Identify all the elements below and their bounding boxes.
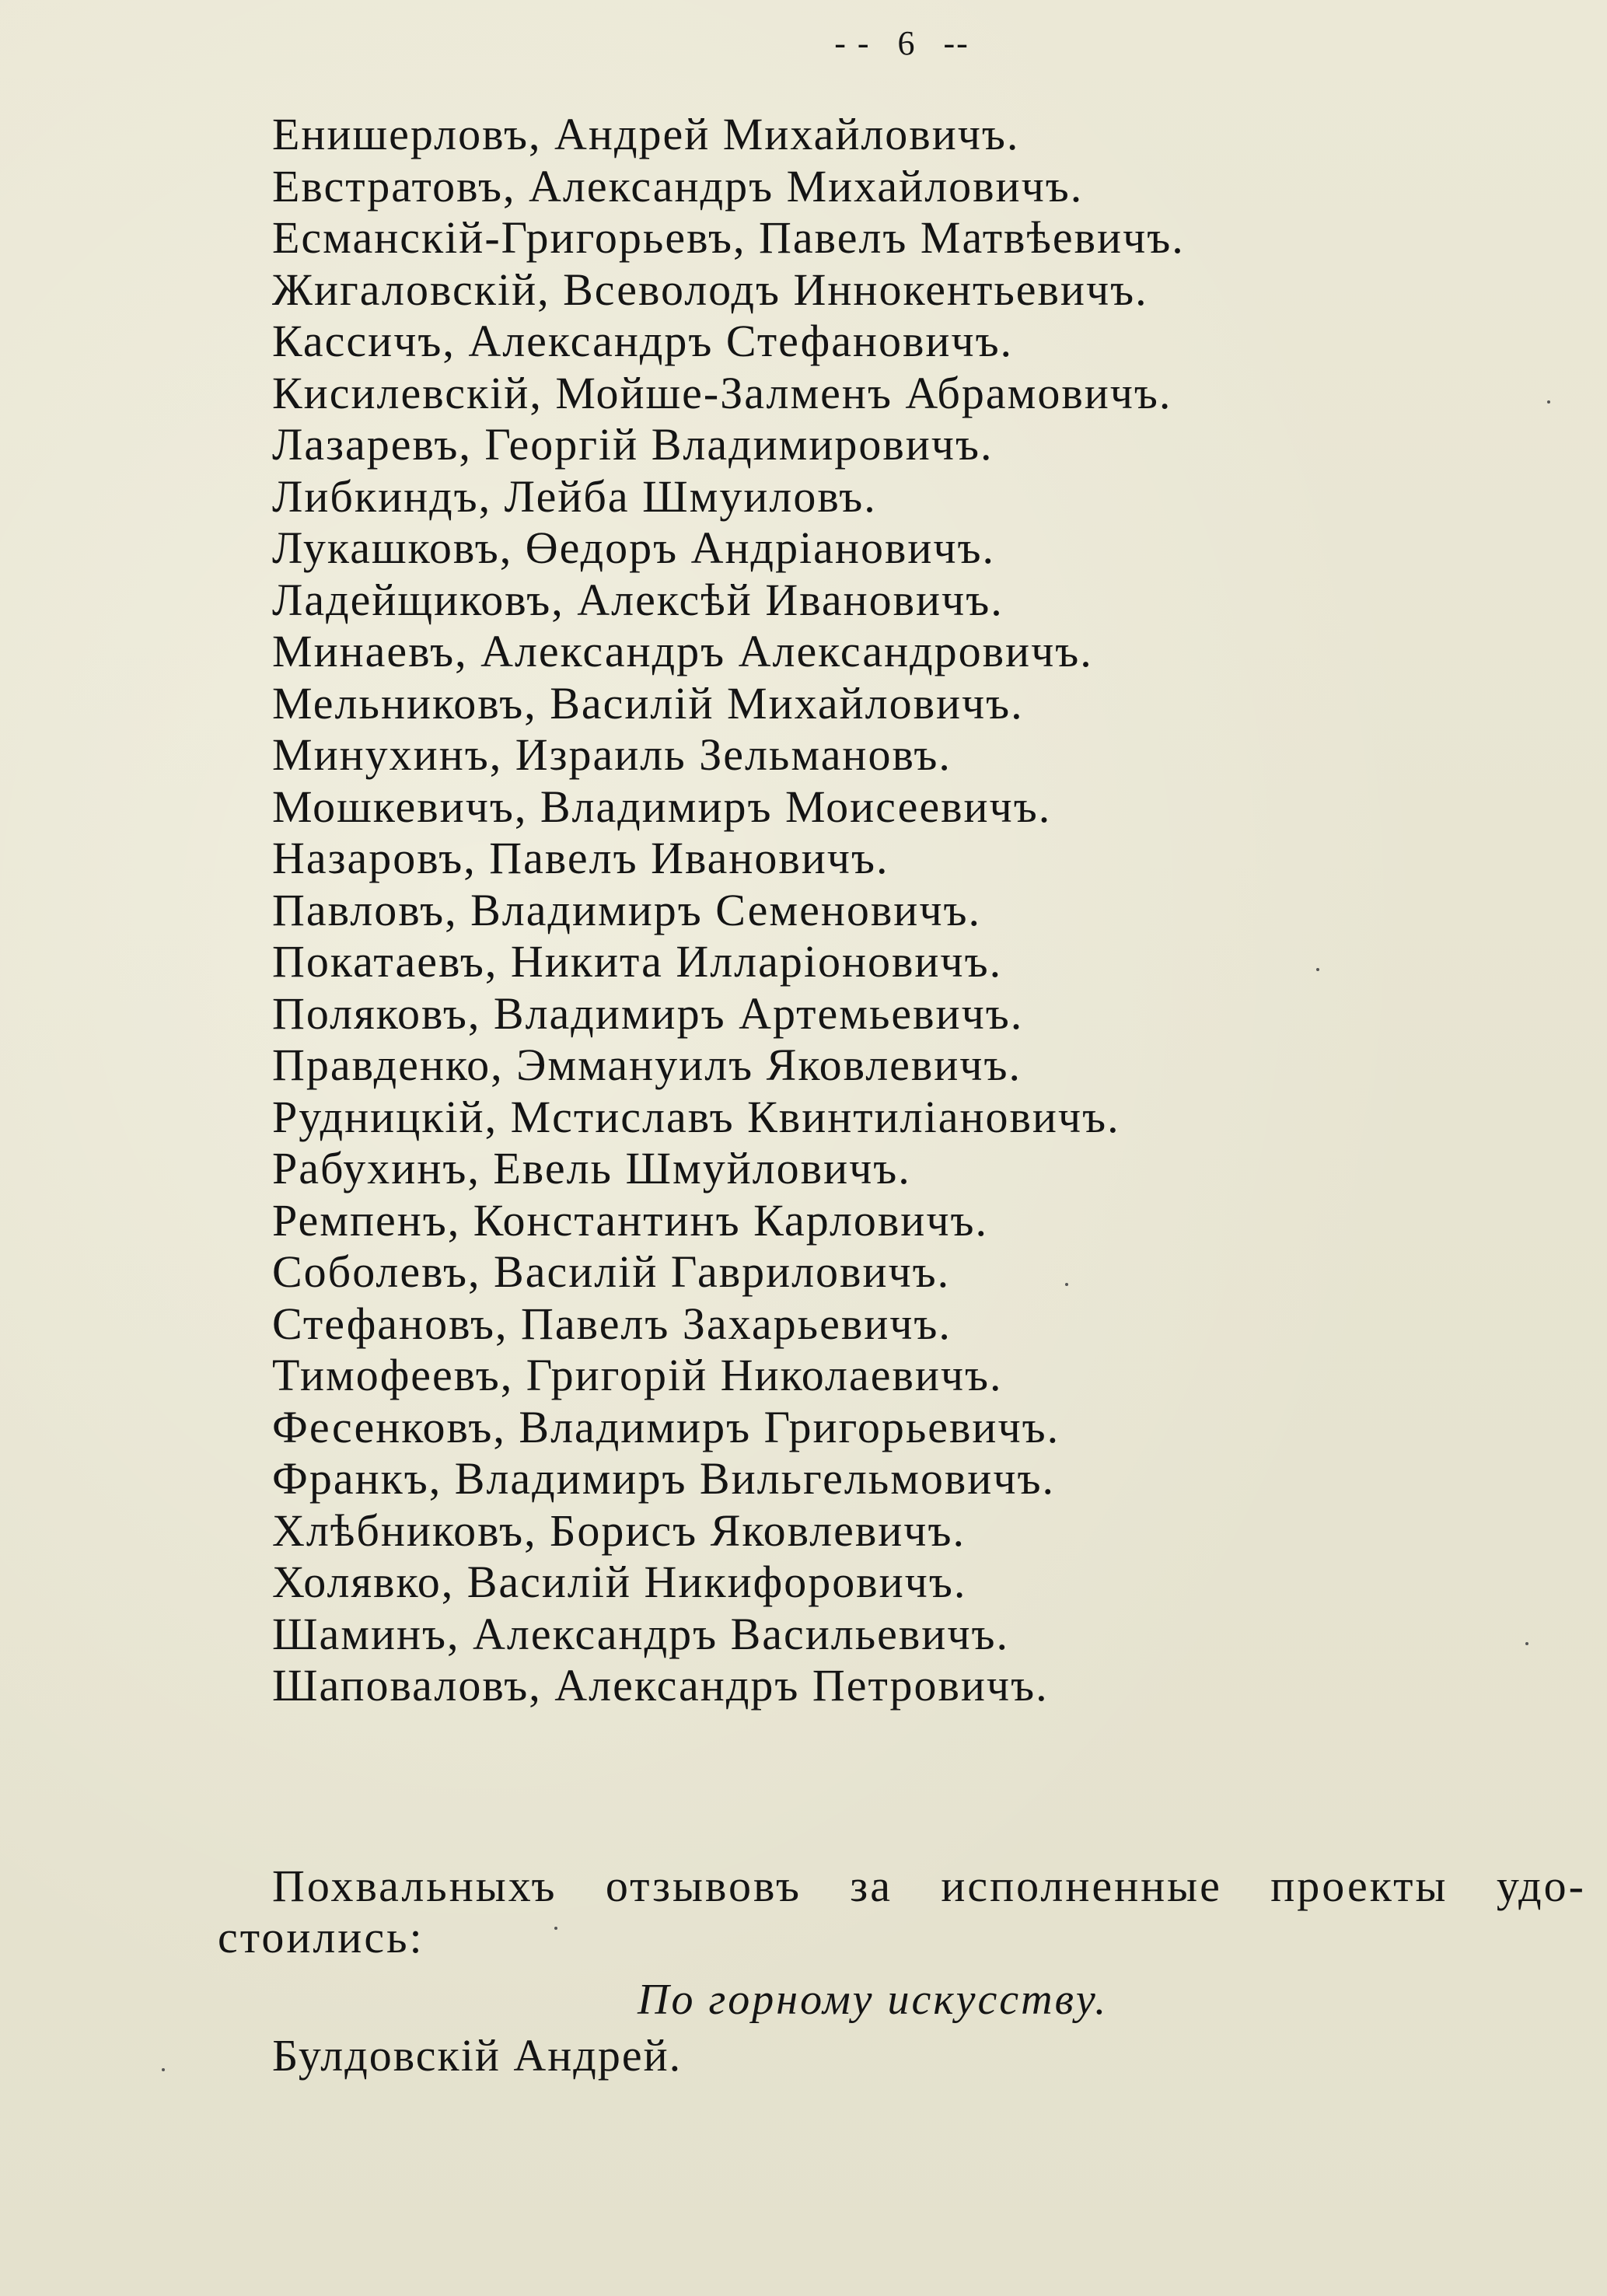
name-entry: Рабухинъ, Евель Шмуйловичъ. <box>272 1143 911 1193</box>
header-dash-right: -- <box>943 24 969 62</box>
name-entry: Фесенковъ, Владимиръ Григорьевичъ. <box>272 1401 1060 1452</box>
name-entry: Ремпенъ, Константинъ Карловичъ. <box>272 1194 989 1246</box>
name-entry: Франкъ, Владимиръ Вильгельмовичъ. <box>272 1453 1055 1504</box>
section-subheading: По горному искусству. <box>638 1976 1109 2024</box>
name-entry: Минухинъ, Израиль Зельмановъ. <box>272 729 952 780</box>
name-entry: Холявко, Василій Никифоровичъ. <box>272 1557 967 1607</box>
name-entry: Енишерловъ, Андрей Михайловичъ. <box>272 109 1020 159</box>
print-speck <box>1525 1642 1528 1645</box>
name-entry: Есманскій-Григорьевъ, Павелъ Матвѣевичъ. <box>272 212 1185 263</box>
paragraph-line-2: стоились: <box>218 1912 424 1962</box>
name-entry: Минаевъ, Александръ Александровичъ. <box>272 626 1093 676</box>
print-speck <box>1065 1283 1068 1286</box>
name-entry: Жигаловскій, Всеволодъ Иннокентьевичъ. <box>272 264 1148 315</box>
name-entry: Хлѣбниковъ, Борисъ Яковлевичъ. <box>272 1504 966 1556</box>
name-entry: Кассичъ, Александръ Стефановичъ. <box>272 316 1014 366</box>
name-entry: Поляковъ, Владимиръ Артемьевичъ. <box>272 987 1024 1039</box>
name-entry: Либкиндъ, Лейба Шмуиловъ. <box>272 470 877 522</box>
name-entry: Кисилевскій, Мойше-Залменъ Абрамовичъ. <box>272 367 1172 418</box>
name-entry: Назаровъ, Павелъ Ивановичъ. <box>272 833 889 883</box>
name-entry: Ладейщиковъ, Алексѣй Ивановичъ. <box>272 574 1004 625</box>
paragraph-line-1: Похвальныхъ отзывовъ за исполненные проекты удо- <box>272 1861 1586 1911</box>
name-entry: Евстратовъ, Александръ Михайловичъ. <box>272 160 1084 211</box>
page-number: 6 <box>897 24 917 62</box>
name-entry: Покатаевъ, Никита Илларіоновичъ. <box>272 936 1003 987</box>
print-speck <box>1316 968 1319 971</box>
name-entry: Лукашковъ, Өедоръ Андріановичъ. <box>272 522 996 573</box>
commendation-paragraph <box>218 1861 1586 1963</box>
name-entry: Тимофеевъ, Григорій Николаевичъ. <box>272 1350 1003 1400</box>
name-entry: Соболевъ, Василій Гавриловичъ. <box>272 1246 951 1297</box>
name-entry: Мельниковъ, Василій Михайловичъ. <box>272 677 1024 729</box>
names-list <box>272 109 1185 1712</box>
name-entry: Стефановъ, Павелъ Захарьевичъ. <box>272 1298 952 1349</box>
name-entry-final: Булдовскій Андрей. <box>272 2030 683 2081</box>
name-entry: Мошкевичъ, Владимиръ Моисеевичъ. <box>272 781 1052 832</box>
name-entry: Шаповаловъ, Александръ Петровичъ. <box>272 1660 1049 1711</box>
print-speck <box>554 1927 557 1930</box>
header-dash-left: - - <box>834 24 871 62</box>
name-entry: Правденко, Эммануилъ Яковлевичъ. <box>272 1040 1022 1090</box>
name-entry: Рудницкій, Мстиславъ Квинтиліановичъ. <box>272 1091 1120 1142</box>
name-entry: Павловъ, Владимиръ Семеновичъ. <box>272 884 981 935</box>
print-speck <box>1547 400 1550 404</box>
page-header <box>777 23 1026 63</box>
name-entry: Лазаревъ, Георгій Владимировичъ. <box>272 419 994 470</box>
print-speck <box>162 2068 165 2071</box>
name-entry: Шаминъ, Александръ Васильевичъ. <box>272 1608 1010 1659</box>
